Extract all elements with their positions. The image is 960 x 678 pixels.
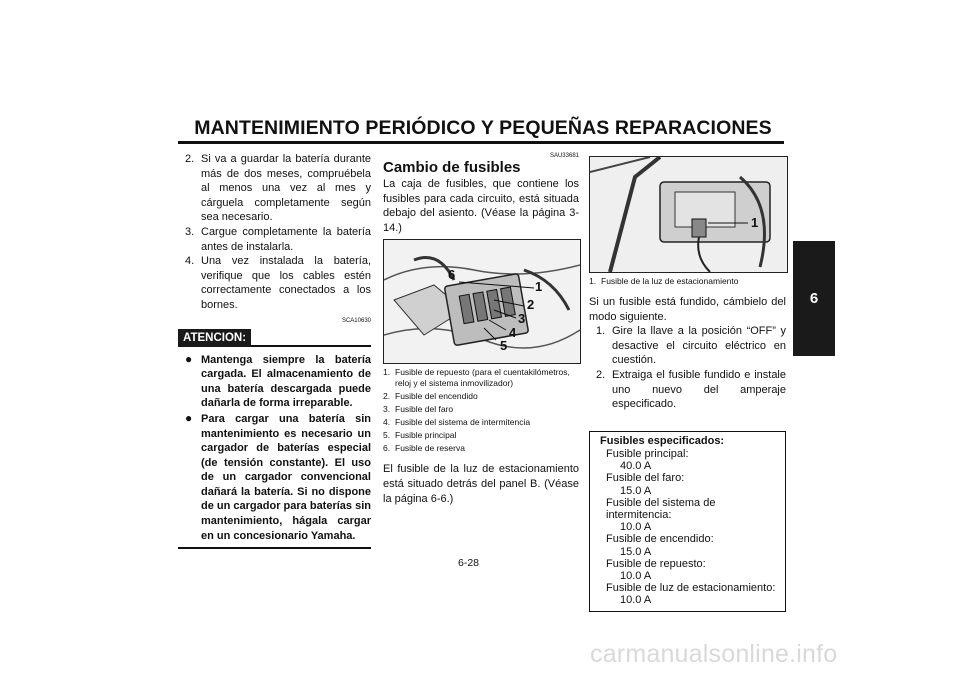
step-item [178,225,371,254]
spec-title: Fusibles especificados: [600,434,725,447]
page-title: MANTENIMIENTO PERIÓDICO Y PEQUEÑAS REPARACIONES [194,117,772,139]
parking-fuse-note: El fusible de la luz de estacionamiento está situado detrás del panel B. (Véase la página 6-6.) [383,463,579,505]
spec-value: 15.0 A [620,545,652,558]
step-text: Extraiga el fusible fundido e instale uno nuevo del amperaje especificado. [612,368,786,411]
caption-text: Fusible del sistema de intermitencia [395,417,531,428]
warning-item [178,353,371,411]
warning-list [178,353,371,544]
step-item [178,254,371,312]
bullet-icon: ● [185,410,193,425]
replace-intro: Si un fusible está fundido, cámbielo del modo siguiente. [589,296,786,323]
warning-text: Para cargar una batería sin mantenimiento es necesario un cargador de baterías especial (de tensión constante). El uso de un cargador convencional dañará la batería. Si no dispone de un cargador para baterías sin mantenimiento, hágala cargar en un concesionario Yamaha. [201,412,371,542]
caption-text: Fusible de reserva [395,443,465,454]
spec-value: 15.0 A [620,484,652,497]
replace-steps [589,324,786,412]
section-heading: Cambio de fusibles [383,159,521,176]
step-number: 2. [185,153,195,165]
title-rule [178,141,784,144]
warning-header-rule [251,345,371,347]
step-number: 4. [185,255,195,268]
section-code: SAU33681 [549,153,579,159]
column-left [178,152,371,549]
warning-code: SCA10630 [341,317,371,324]
fuse-spec-box [589,431,786,612]
spec-value: 10.0 A [620,521,652,534]
callout-1: 1 [751,215,759,230]
spec-label: Fusible del sistema de intermitencia: [606,496,716,521]
spec-label: Fusible principal: [606,447,689,460]
warning-item [178,412,371,543]
warning-text: Mantenga siempre la batería cargada. El almacenamiento de una batería descargada puede dañarla de forma irreparable. [201,353,371,410]
caption-text: Fusible del encendido [395,391,478,402]
spec-label: Fusible de encendido: [606,533,714,546]
step-number: 1. [596,325,606,338]
caption-number: 3. [383,404,391,415]
caption-number: 4. [383,417,391,428]
spec-value: 40.0 A [620,460,652,473]
spec-label: Fusible de luz de estacionamiento: [606,582,776,595]
warning-end-rule [178,547,371,549]
bullet-icon: ● [185,351,193,366]
caption-text: Fusible del faro [395,404,454,415]
step-item [589,324,786,368]
spec-value: 10.0 A [620,594,652,607]
caption-item [383,417,579,428]
caption-item [383,367,579,389]
caption-item [383,430,579,441]
caption-number: 6. [383,443,391,454]
step-text: Si va a guardar la batería durante más de dos meses, compruébela al menos una vez al mes y cárguela completamente según sea necesario. [201,153,371,224]
step-item [589,368,786,412]
fuse-box-figure [383,239,581,364]
caption-number: 1. [589,276,597,286]
caption-text: Fusible de la luz de estacionamiento [601,276,739,286]
spec-label: Fusible de repuesto: [606,557,706,570]
caption-item [383,443,579,454]
caption-item [589,276,786,287]
callout-1: 1 [535,279,543,295]
column-right [589,152,786,612]
caption-number: 1. [383,367,391,378]
step-item [178,152,371,225]
warning-header [178,329,371,347]
caption-number: 2. [383,391,391,402]
fuse-box-illustration [384,240,580,363]
figure-captions [589,276,786,287]
callout-2: 2 [527,297,535,313]
callout-6: 6 [448,267,456,283]
section-intro: La caja de fusibles, que contiene los fusibles para cada circuito, está situada debajo del asiento. (Véase la página 3-14.) [383,178,579,234]
step-text: Gire la llave a la posición “OFF” y desactive el circuito eléctrico en cuestión. [612,325,786,367]
caption-number: 5. [383,430,391,441]
battery-steps [178,152,371,313]
caption-item [383,404,579,415]
callout-3: 3 [518,311,526,327]
step-number: 3. [185,225,195,238]
step-text: Una vez instalada la batería, verifique que los cables estén correctamente conectados a los bornes. [201,255,371,311]
figure-captions [383,367,579,454]
caption-item [383,391,579,402]
page-number: 6-28 [458,557,480,569]
step-text: Cargue completamente la batería antes de instalarla. [201,225,371,253]
spec-label: Fusible del faro: [606,472,685,485]
parking-fuse-figure [589,156,788,273]
column-middle [383,152,579,506]
spec-value: 10.0 A [620,569,652,582]
warning-badge: ATENCION: [178,329,251,347]
watermark[interactable]: carmanualsonline.info [590,640,838,668]
caption-text: Fusible de repuesto (para el cuentakilómetros, reloj y el sistema inmovilizador) [395,367,570,389]
caption-text: Fusible principal [395,430,457,441]
step-number: 2. [596,368,606,381]
callout-4: 4 [509,325,517,341]
chapter-tab: 6 [793,241,835,356]
callout-5: 5 [500,338,508,354]
